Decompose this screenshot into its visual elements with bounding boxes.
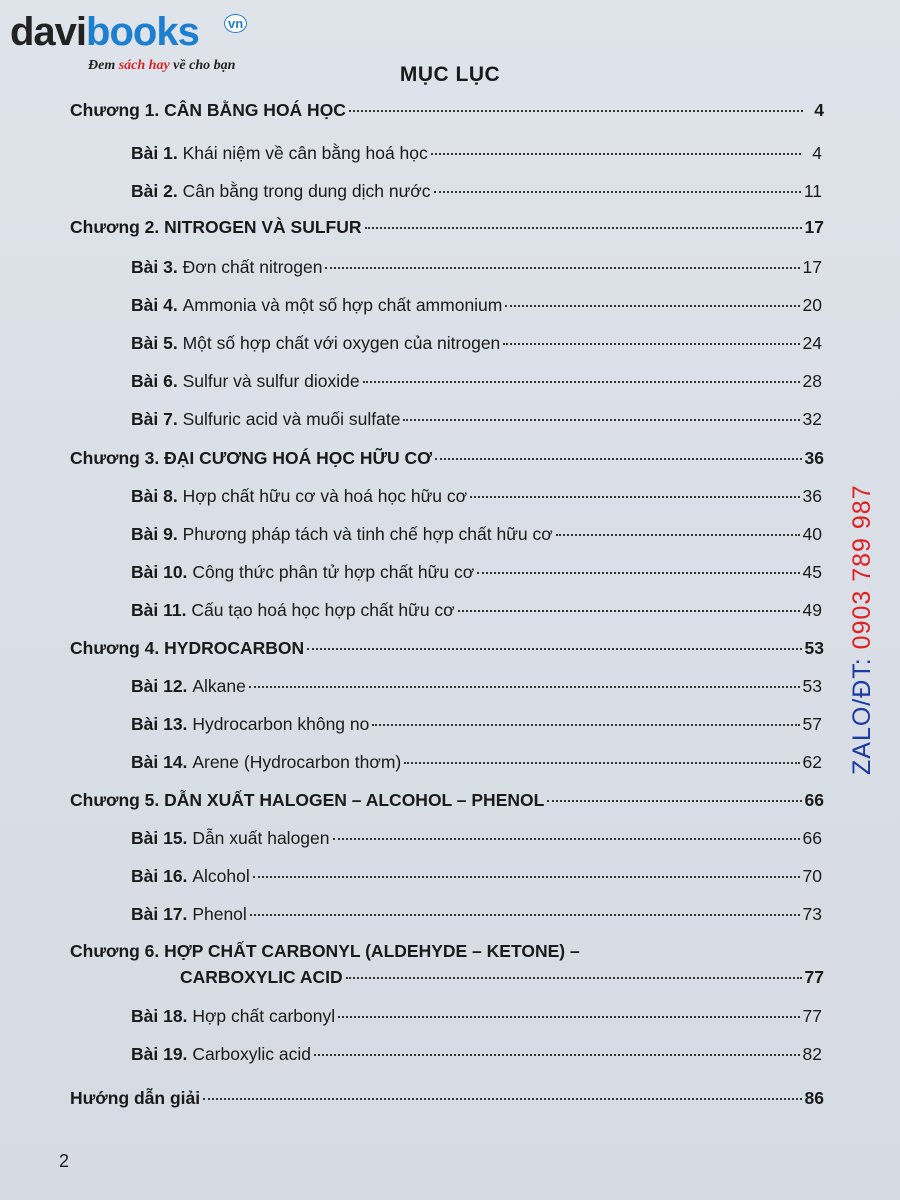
dot-leader: [249, 686, 800, 688]
dot-leader: [556, 534, 800, 536]
dot-leader: [325, 267, 799, 269]
toc-page-number: 11: [803, 181, 822, 201]
toc-lesson-number: Bài 11.: [131, 600, 187, 620]
toc-lesson-label: Phenol: [192, 904, 247, 924]
dot-leader: [365, 227, 802, 229]
logo-vn-badge: vn: [224, 14, 247, 33]
toc-lesson-label: Khái niệm về cân bằng hoá học: [182, 143, 428, 163]
toc-page-number: 53: [804, 638, 824, 658]
toc-chapter-label: Chương 5. DẪN XUẤT HALOGEN – ALCOHOL – PHENOL: [70, 790, 545, 810]
toc-lesson-entry: [131, 1044, 822, 1065]
toc-lesson-entry: [131, 1006, 822, 1027]
toc-page-number: 66: [802, 828, 822, 848]
toc-lesson-number: Bài 12.: [131, 676, 188, 696]
toc-lesson-entry: [131, 524, 822, 545]
toc-lesson-entry: [131, 676, 822, 697]
toc-page-number: 57: [802, 714, 822, 734]
toc-page-number: 4: [812, 143, 822, 163]
toc-page-number: 77: [802, 1006, 822, 1026]
toc-lesson-label: Sulfuric acid và muối sulfate: [182, 409, 401, 429]
dot-leader: [363, 381, 800, 383]
toc-page-number: 53: [802, 676, 822, 696]
toc-lesson-number: Bài 4.: [131, 295, 178, 315]
dot-leader: [253, 876, 800, 878]
toc-chapter-label: CARBOXYLIC ACID: [180, 967, 343, 987]
dot-leader: [403, 419, 799, 421]
toc-lesson-entry: [131, 333, 822, 354]
toc-lesson-entry: [131, 866, 822, 887]
toc-lesson-entry: [131, 562, 822, 583]
dot-leader: [338, 1016, 799, 1018]
page-number: 2: [59, 1151, 70, 1171]
toc-chapter-entry: [70, 638, 824, 659]
toc-lesson-label: Alkane: [192, 676, 246, 696]
toc-lesson-number: Bài 5.: [131, 333, 178, 353]
logo-wordmark: davibooks: [10, 10, 199, 54]
toc-chapter-label: Chương 3. ĐẠI CƯƠNG HOÁ HỌC HỮU CƠ: [70, 448, 433, 468]
toc-lesson-label: Một số hợp chất với oxygen của nitrogen: [182, 333, 501, 353]
toc-lesson-entry: [131, 257, 822, 278]
toc-page-number: 36: [802, 486, 822, 506]
toc-lesson-label: Carboxylic acid: [192, 1044, 311, 1064]
toc-lesson-entry: [131, 181, 822, 202]
toc-lesson-number: Bài 15.: [131, 828, 188, 848]
toc-title: MỤC LỤC: [399, 63, 501, 86]
toc-page-number: 62: [802, 752, 822, 772]
toc-chapter-entry: [70, 100, 824, 121]
dot-leader: [404, 762, 799, 764]
toc-lesson-number: Bài 18.: [131, 1006, 188, 1026]
dot-leader: [203, 1098, 801, 1100]
toc-page-number: 17: [802, 257, 822, 277]
toc-lesson-number: Bài 7.: [131, 409, 178, 429]
toc-page-number: 20: [802, 295, 822, 315]
toc-page-number: 17: [804, 217, 824, 237]
dot-leader: [547, 800, 801, 802]
toc-chapter-entry: [180, 967, 824, 988]
toc-page-number: 24: [802, 333, 822, 353]
toc-lesson-number: Bài 8.: [131, 486, 178, 506]
toc-lesson-label: Hydrocarbon không no: [192, 714, 370, 734]
toc-lesson-label: Cân bằng trong dung dịch nước: [182, 181, 431, 201]
logo-tagline: Đem sách hay về cho bạn: [88, 58, 236, 73]
dot-leader: [431, 153, 801, 155]
dot-leader: [307, 648, 801, 650]
toc-page-number: 82: [802, 1044, 822, 1064]
contact-watermark: ZALO/ĐT: 0903 789 987: [848, 484, 876, 775]
toc-chapter-entry: [70, 448, 824, 469]
toc-lesson-label: Cấu tạo hoá học hợp chất hữu cơ: [191, 600, 455, 620]
toc-lesson-label: Hợp chất hữu cơ và hoá học hữu cơ: [182, 486, 468, 506]
toc-page-number: 45: [802, 562, 822, 582]
toc-page-number: 40: [802, 524, 822, 544]
toc-lesson-label: Công thức phân tử hợp chất hữu cơ: [192, 562, 475, 582]
toc-lesson-number: Bài 1.: [131, 143, 178, 163]
toc-page-number: 86: [804, 1088, 824, 1108]
toc-chapter-label: Chương 1. CÂN BẰNG HOÁ HỌC: [70, 100, 346, 120]
toc-lesson-entry: [131, 714, 822, 735]
toc-page-number: 28: [802, 371, 822, 391]
toc-page-number: 4: [814, 100, 824, 120]
toc-lesson-entry: [131, 752, 822, 773]
toc-page-number: 70: [802, 866, 822, 886]
toc-page-number: 66: [804, 790, 824, 810]
dot-leader: [349, 110, 803, 112]
toc-lesson-label: Sulfur và sulfur dioxide: [182, 371, 360, 391]
toc-chapter-label: Chương 4. HYDROCARBON: [70, 638, 305, 658]
toc-page-number: 73: [802, 904, 822, 924]
dot-leader: [434, 191, 801, 193]
dot-leader: [346, 977, 802, 979]
toc-lesson-label: Hợp chất carbonyl: [192, 1006, 336, 1026]
toc-chapter-heading: [70, 941, 824, 962]
toc-lesson-entry: [131, 828, 822, 849]
dot-leader: [372, 724, 799, 726]
toc-chapter-entry: [70, 790, 824, 811]
toc-lesson-label: Ammonia và một số hợp chất ammonium: [182, 295, 503, 315]
toc-lesson-number: Bài 3.: [131, 257, 178, 277]
toc-chapter-label: Chương 2. NITROGEN VÀ SULFUR: [70, 217, 362, 237]
toc-page-number: 49: [802, 600, 822, 620]
toc-lesson-number: Bài 19.: [131, 1044, 188, 1064]
toc-lesson-label: Alcohol: [192, 866, 250, 886]
toc-chapter-label: Chương 6. HỢP CHẤT CARBONYL (ALDEHYDE – KETONE) –: [70, 941, 580, 961]
dot-leader: [435, 458, 801, 460]
toc-lesson-label: Đơn chất nitrogen: [182, 257, 323, 277]
dot-leader: [477, 572, 799, 574]
toc-chapter-entry: [70, 217, 824, 238]
toc-lesson-entry: [131, 143, 822, 164]
toc-lesson-number: Bài 6.: [131, 371, 178, 391]
toc-lesson-entry: [131, 295, 822, 316]
toc-lesson-label: Arene (Hydrocarbon thơm): [192, 752, 402, 772]
toc-lesson-entry: [131, 371, 822, 392]
toc-lesson-number: Bài 14.: [131, 752, 188, 772]
dot-leader: [503, 343, 799, 345]
toc-lesson-number: Bài 16.: [131, 866, 188, 886]
toc-chapter-entry: [70, 1088, 824, 1109]
toc-chapter-label: Hướng dẫn giải: [70, 1088, 201, 1108]
toc-lesson-number: Bài 9.: [131, 524, 178, 544]
toc-lesson-entry: [131, 409, 822, 430]
toc-lesson-number: Bài 10.: [131, 562, 188, 582]
toc-lesson-label: Dẫn xuất halogen: [192, 828, 330, 848]
toc-lesson-number: Bài 13.: [131, 714, 188, 734]
dot-leader: [333, 838, 800, 840]
toc-lesson-entry: [131, 904, 822, 925]
toc-lesson-entry: [131, 600, 822, 621]
toc-lesson-entry: [131, 486, 822, 507]
toc-page-number: 77: [804, 967, 824, 987]
toc-lesson-number: Bài 17.: [131, 904, 188, 924]
dot-leader: [458, 610, 800, 612]
dot-leader: [470, 496, 799, 498]
dot-leader: [250, 914, 800, 916]
toc-page-number: 32: [802, 409, 822, 429]
dot-leader: [314, 1054, 800, 1056]
toc-lesson-number: Bài 2.: [131, 181, 178, 201]
toc-page-number: 36: [804, 448, 824, 468]
toc-lesson-label: Phương pháp tách và tinh chế hợp chất hữu cơ: [182, 524, 553, 544]
dot-leader: [505, 305, 799, 307]
